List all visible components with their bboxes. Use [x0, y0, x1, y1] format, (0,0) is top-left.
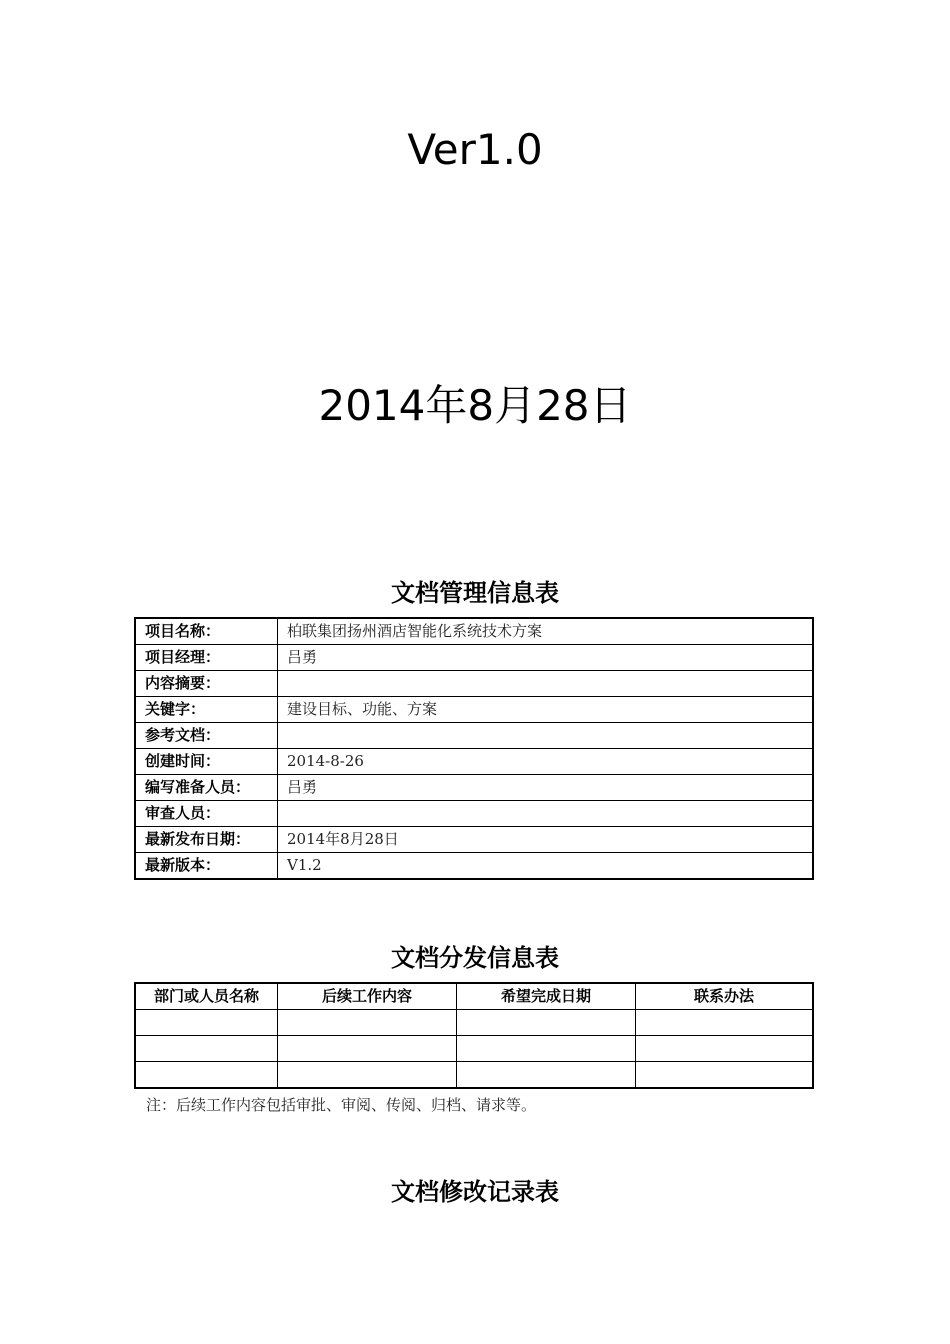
info-label: 创建时间： — [135, 749, 278, 775]
table-cell — [135, 1010, 278, 1036]
table-cell — [636, 1010, 814, 1036]
distribution-table — [134, 982, 814, 1089]
info-value: 柏联集团扬州酒店智能化系统技术方案 — [278, 618, 814, 645]
table-cell — [457, 1036, 636, 1062]
table-row — [135, 1062, 813, 1089]
info-value: V1.2 — [278, 853, 814, 880]
table-cell — [457, 1010, 636, 1036]
info-value: 建设目标、功能、方案 — [278, 697, 814, 723]
table-row — [135, 1010, 813, 1036]
column-header: 部门或人员名称 — [135, 983, 278, 1010]
table-cell — [135, 1036, 278, 1062]
table-row — [135, 618, 813, 645]
mod-table-title: 文档修改记录表 — [391, 1178, 559, 1206]
table-header-row — [135, 983, 813, 1010]
table-row — [135, 775, 813, 801]
info-value — [278, 671, 814, 697]
table-cell — [636, 1036, 814, 1062]
info-label: 最新发布日期： — [135, 827, 278, 853]
table-row — [135, 853, 813, 880]
info-table-title: 文档管理信息表 — [391, 579, 559, 607]
table-row — [135, 697, 813, 723]
info-label: 关键字： — [135, 697, 278, 723]
info-value — [278, 801, 814, 827]
dist-table-title: 文档分发信息表 — [391, 944, 559, 972]
table-row — [135, 645, 813, 671]
column-header: 后续工作内容 — [278, 983, 457, 1010]
table-cell — [457, 1062, 636, 1089]
info-label: 内容摘要： — [135, 671, 278, 697]
info-label: 项目名称： — [135, 618, 278, 645]
table-cell — [135, 1062, 278, 1089]
info-label: 项目经理： — [135, 645, 278, 671]
info-value: 吕勇 — [278, 645, 814, 671]
info-value: 2014-8-26 — [278, 749, 814, 775]
table-row — [135, 749, 813, 775]
table-row — [135, 1036, 813, 1062]
info-label: 编写准备人员： — [135, 775, 278, 801]
info-value: 2014年8月28日 — [278, 827, 814, 853]
column-header: 联系办法 — [636, 983, 814, 1010]
table-row — [135, 801, 813, 827]
table-cell — [278, 1062, 457, 1089]
table-cell — [278, 1036, 457, 1062]
distribution-note: 注：后续工作内容包括审批、审阅、传阅、归档、请求等。 — [146, 1096, 537, 1114]
info-label: 最新版本： — [135, 853, 278, 880]
column-header: 希望完成日期 — [457, 983, 636, 1010]
info-label: 审查人员： — [135, 801, 278, 827]
table-row — [135, 671, 813, 697]
document-date: 2014年8月28日 — [318, 381, 632, 430]
info-value: 吕勇 — [278, 775, 814, 801]
table-cell — [278, 1010, 457, 1036]
info-value — [278, 723, 814, 749]
table-row — [135, 723, 813, 749]
table-row — [135, 827, 813, 853]
info-label: 参考文档： — [135, 723, 278, 749]
version-title: Ver1.0 — [407, 125, 543, 174]
table-cell — [636, 1062, 814, 1089]
document-info-table — [134, 617, 814, 880]
